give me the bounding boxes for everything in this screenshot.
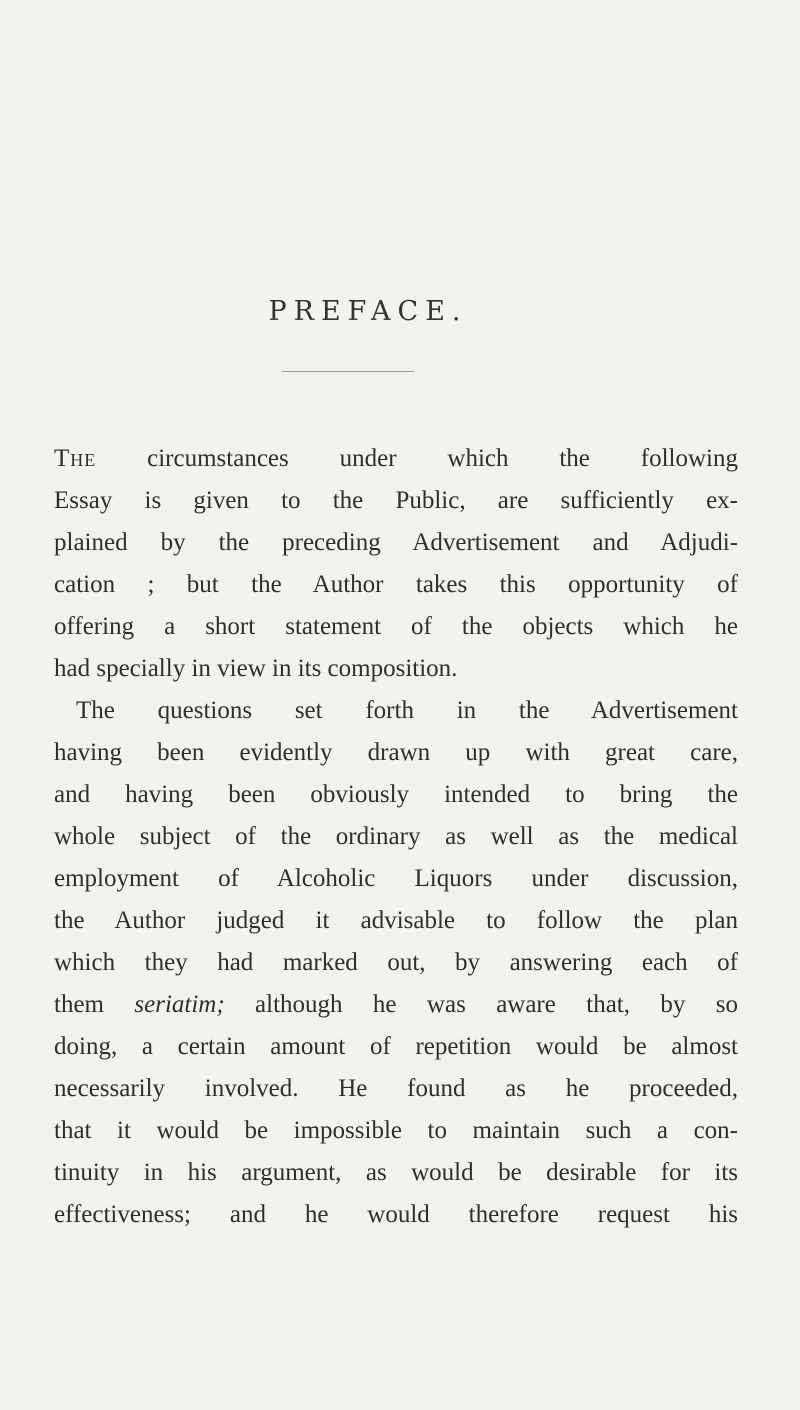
text-line: employment of Alcoholic Liquors under discussion,: [54, 865, 738, 892]
page-title: PREFACE.: [268, 296, 468, 327]
text-line: which they had marked out, by answering each of: [54, 949, 738, 976]
text-line: cation ; but the Author takes this opportunity of: [54, 571, 738, 598]
text-line: plained by the preceding Advertisement and Adjudi-: [54, 529, 738, 556]
text-line: Essay is given to the Public, are sufficiently ex-: [54, 487, 738, 514]
text-line: necessarily involved. He found as he proceeded,: [54, 1075, 738, 1102]
lead-word: The: [54, 445, 97, 472]
text-line: and having been obviously intended to bring the: [54, 781, 738, 808]
text-line: effectiveness; and he would therefore request his: [54, 1201, 738, 1228]
text-line: whole subject of the ordinary as well as the medical: [54, 823, 738, 850]
text-line: The circumstances under which the following: [54, 445, 738, 472]
text-line: the Author judged it advisable to follow the plan: [54, 907, 738, 934]
text-line: doing, a certain amount of repetition would be almost: [54, 1033, 738, 1060]
text-line: having been evidently drawn up with great care,: [54, 739, 738, 766]
text-line: tinuity in his argument, as would be desirable for its: [54, 1159, 738, 1186]
text-line: that it would be impossible to maintain such a con-: [54, 1117, 738, 1144]
text-line: The questions set forth in the Advertisement: [76, 697, 738, 724]
text-line: offering a short statement of the objects which he: [54, 613, 738, 640]
text-line: had specially in view in its composition.: [54, 655, 458, 682]
italic-term: seriatim;: [134, 991, 225, 1018]
title-divider: [282, 371, 414, 372]
text-line: them seriatim; although he was aware that, by so: [54, 991, 738, 1018]
